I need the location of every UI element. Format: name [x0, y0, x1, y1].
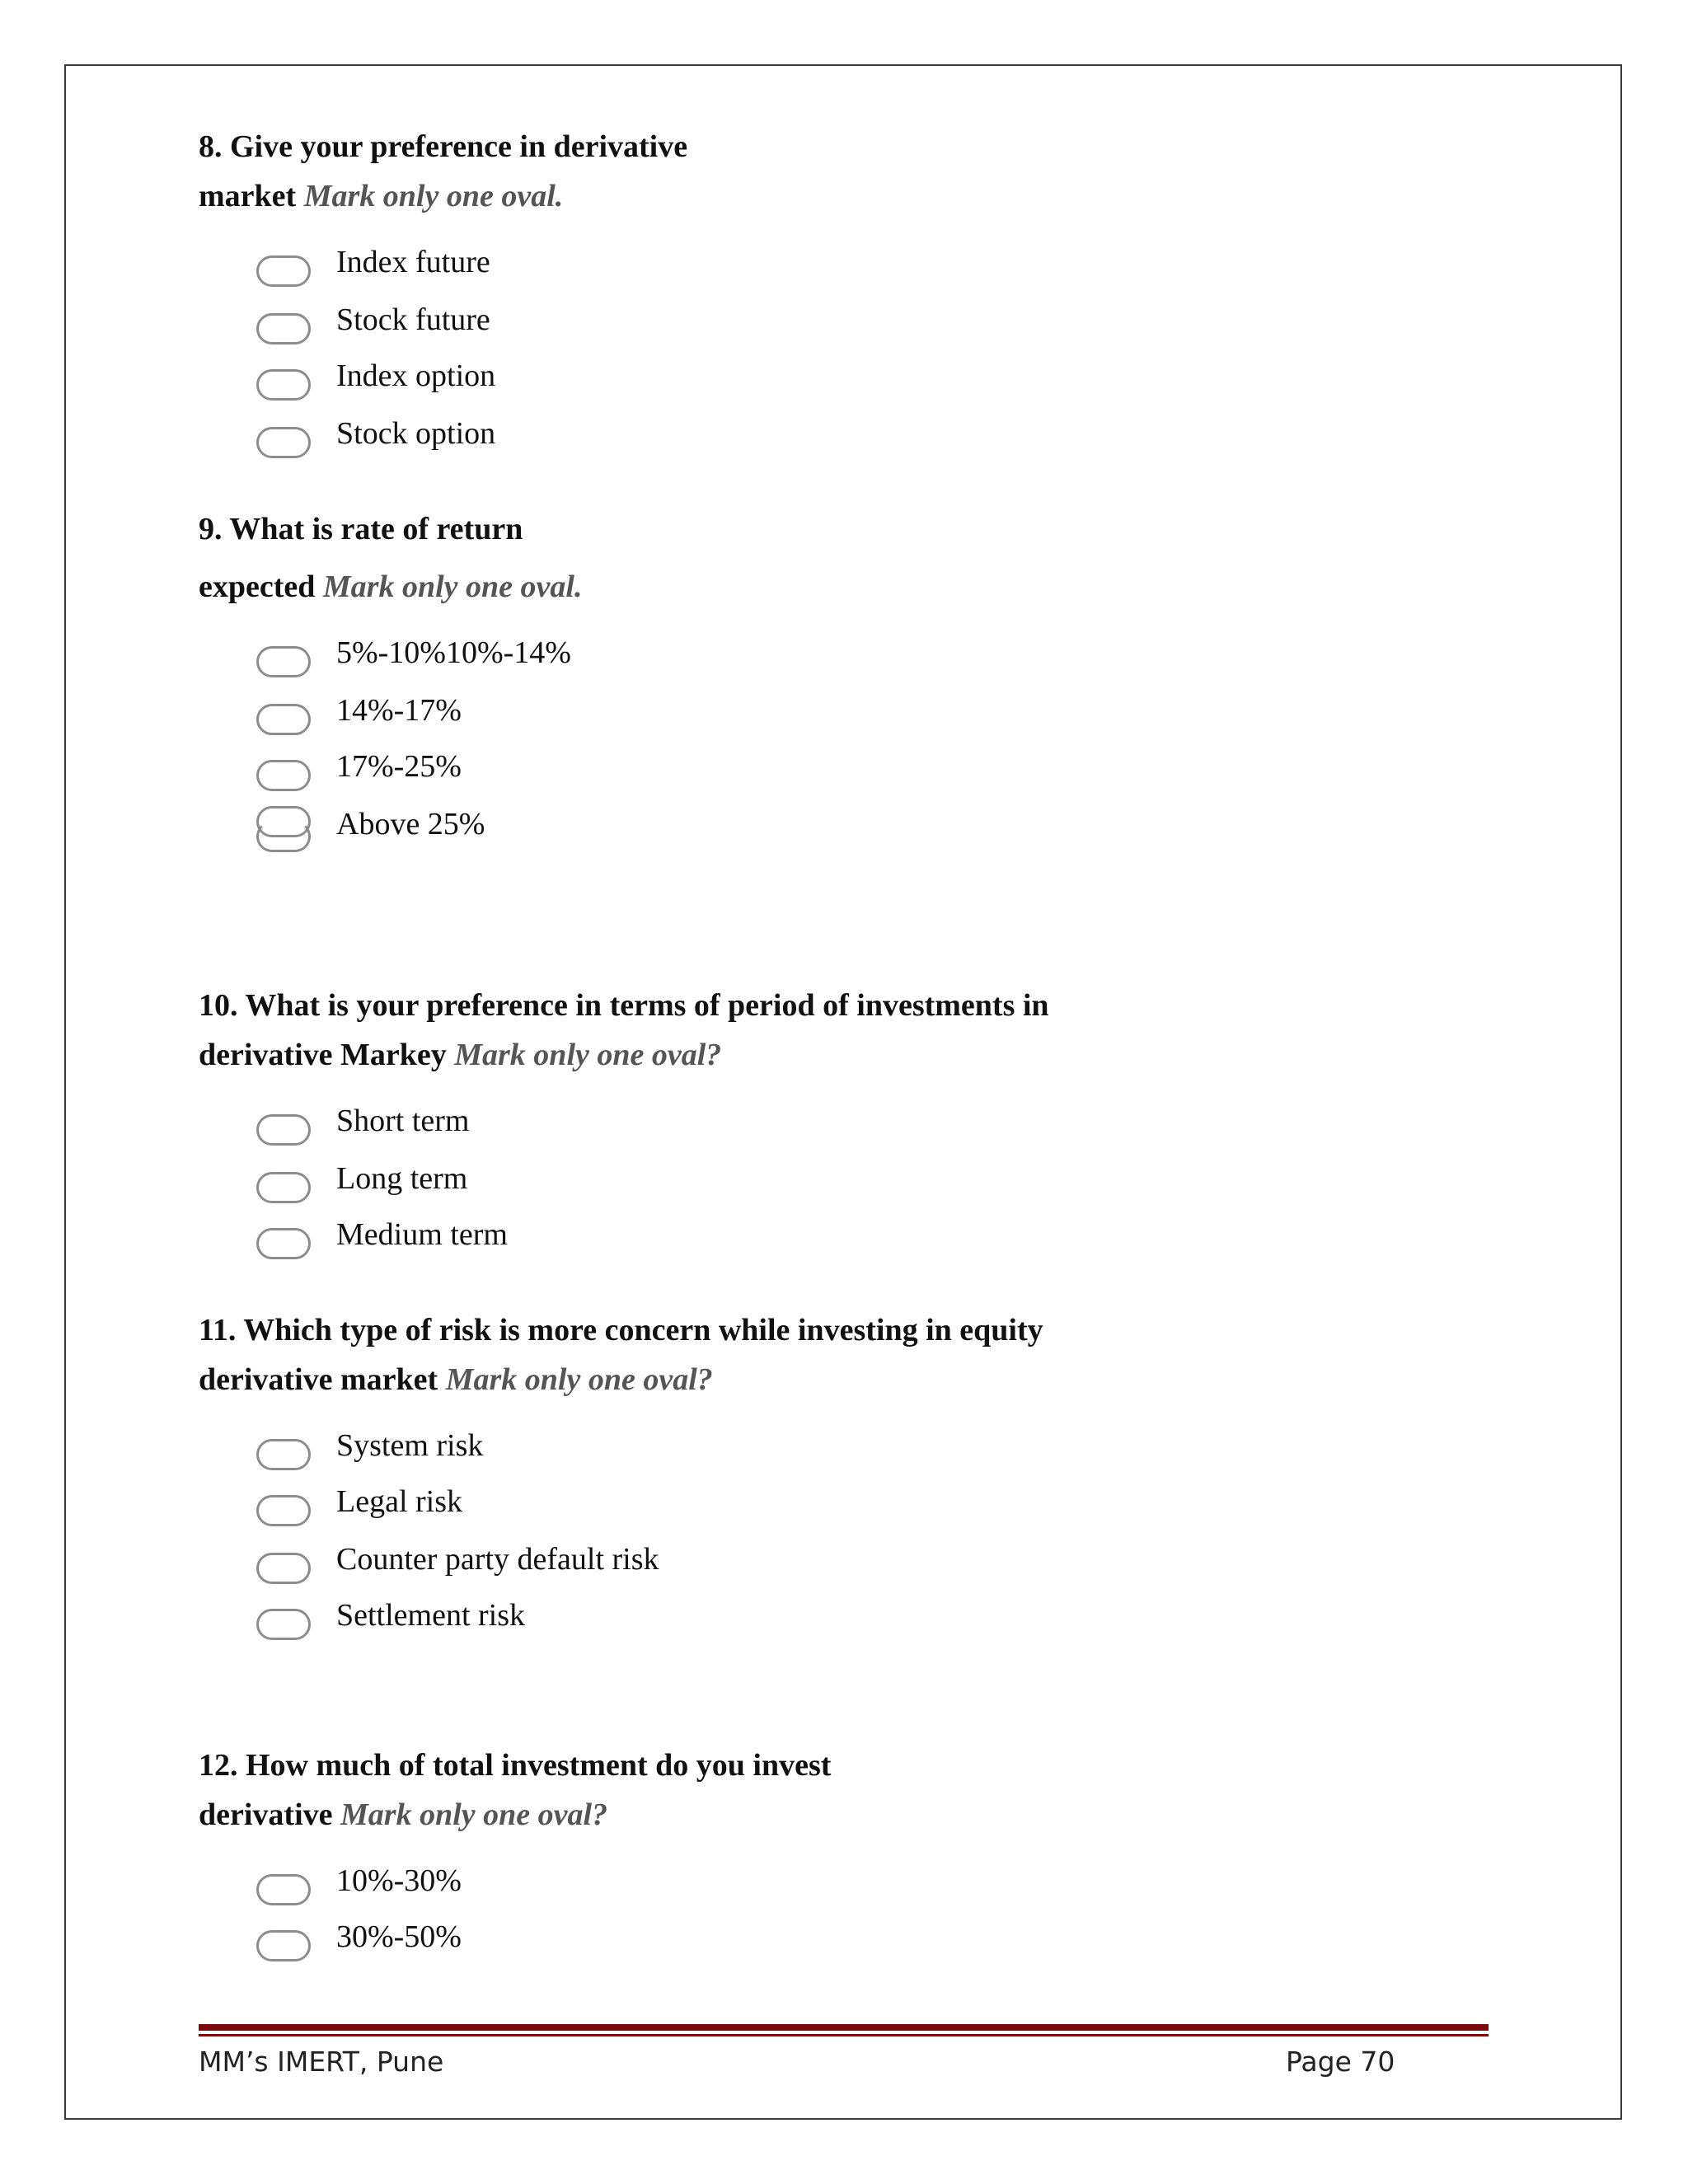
- radio-oval[interactable]: [256, 760, 311, 791]
- radio-oval[interactable]: [256, 1114, 311, 1146]
- option-label: Index future: [336, 245, 490, 279]
- option-label: 17%-25%: [336, 749, 462, 784]
- option-label: Settlement risk: [336, 1598, 526, 1633]
- option-label: Counter party default risk: [336, 1542, 659, 1577]
- footer-rule-thick: [199, 2024, 1489, 2031]
- question-text-continued: market: [199, 179, 297, 213]
- footer-institution: MM’s IMERT, Pune: [199, 2046, 444, 2078]
- radio-oval[interactable]: [256, 1609, 311, 1640]
- question-12: [199, 1741, 831, 1840]
- option-label: Stock option: [336, 416, 496, 451]
- radio-oval[interactable]: [256, 369, 311, 401]
- option-label: System risk: [336, 1428, 484, 1463]
- instruction-hint: Mark only one oval?: [445, 1362, 713, 1397]
- option-label: Index option: [336, 359, 496, 393]
- radio-oval[interactable]: [256, 255, 311, 287]
- radio-oval[interactable]: [256, 427, 311, 458]
- question-text: 10. What is your preference in terms of period of investments in: [199, 988, 1049, 1023]
- option-label: 10%-30%: [336, 1863, 462, 1898]
- radio-oval[interactable]: [256, 313, 311, 344]
- instruction-hint: Mark only one oval?: [340, 1797, 608, 1832]
- instruction-hint: Mark only one oval?: [454, 1038, 722, 1072]
- radio-oval[interactable]: [256, 704, 311, 735]
- option-label: 30%-50%: [336, 1919, 462, 1954]
- oval-artifact: [256, 821, 311, 852]
- option-label: Above 25%: [336, 807, 485, 841]
- radio-oval[interactable]: [256, 1172, 311, 1203]
- option-label: 14%-17%: [336, 693, 462, 728]
- question-text: 8. Give your preference in derivative: [199, 129, 688, 164]
- question-text: 9. What is rate of return: [199, 512, 523, 546]
- radio-oval[interactable]: [256, 1228, 311, 1259]
- radio-oval[interactable]: [256, 1439, 311, 1470]
- radio-oval[interactable]: [256, 1553, 311, 1584]
- option-label: Legal risk: [336, 1484, 463, 1519]
- option-label: Medium term: [336, 1217, 508, 1252]
- question-text-continued: derivative market: [199, 1362, 438, 1397]
- option-label: Long term: [336, 1161, 468, 1196]
- question-text: 11. Which type of risk is more concern while investing in equity: [199, 1313, 1043, 1347]
- question-text-continued: derivative: [199, 1797, 333, 1832]
- option-label: 5%-10%10%-14%: [336, 635, 571, 670]
- question-11: [199, 1305, 1043, 1404]
- question-8: [199, 122, 687, 221]
- radio-oval[interactable]: [256, 1874, 311, 1905]
- question-text-continued: expected: [199, 569, 316, 604]
- radio-oval[interactable]: [256, 1930, 311, 1961]
- question-text-continued: derivative Markey: [199, 1038, 447, 1072]
- radio-oval[interactable]: [256, 1495, 311, 1526]
- instruction-hint: Mark only one oval.: [322, 569, 583, 604]
- radio-oval[interactable]: [256, 646, 311, 677]
- option-label: Short term: [336, 1104, 470, 1138]
- question-10: [199, 981, 1049, 1080]
- option-label: Stock future: [336, 302, 490, 337]
- page-number: Page 70: [1286, 2046, 1395, 2078]
- footer-rule-thin: [199, 2034, 1489, 2036]
- question-text: 12. How much of total investment do you invest: [199, 1748, 832, 1783]
- question-9: [199, 504, 582, 612]
- instruction-hint: Mark only one oval.: [303, 179, 564, 213]
